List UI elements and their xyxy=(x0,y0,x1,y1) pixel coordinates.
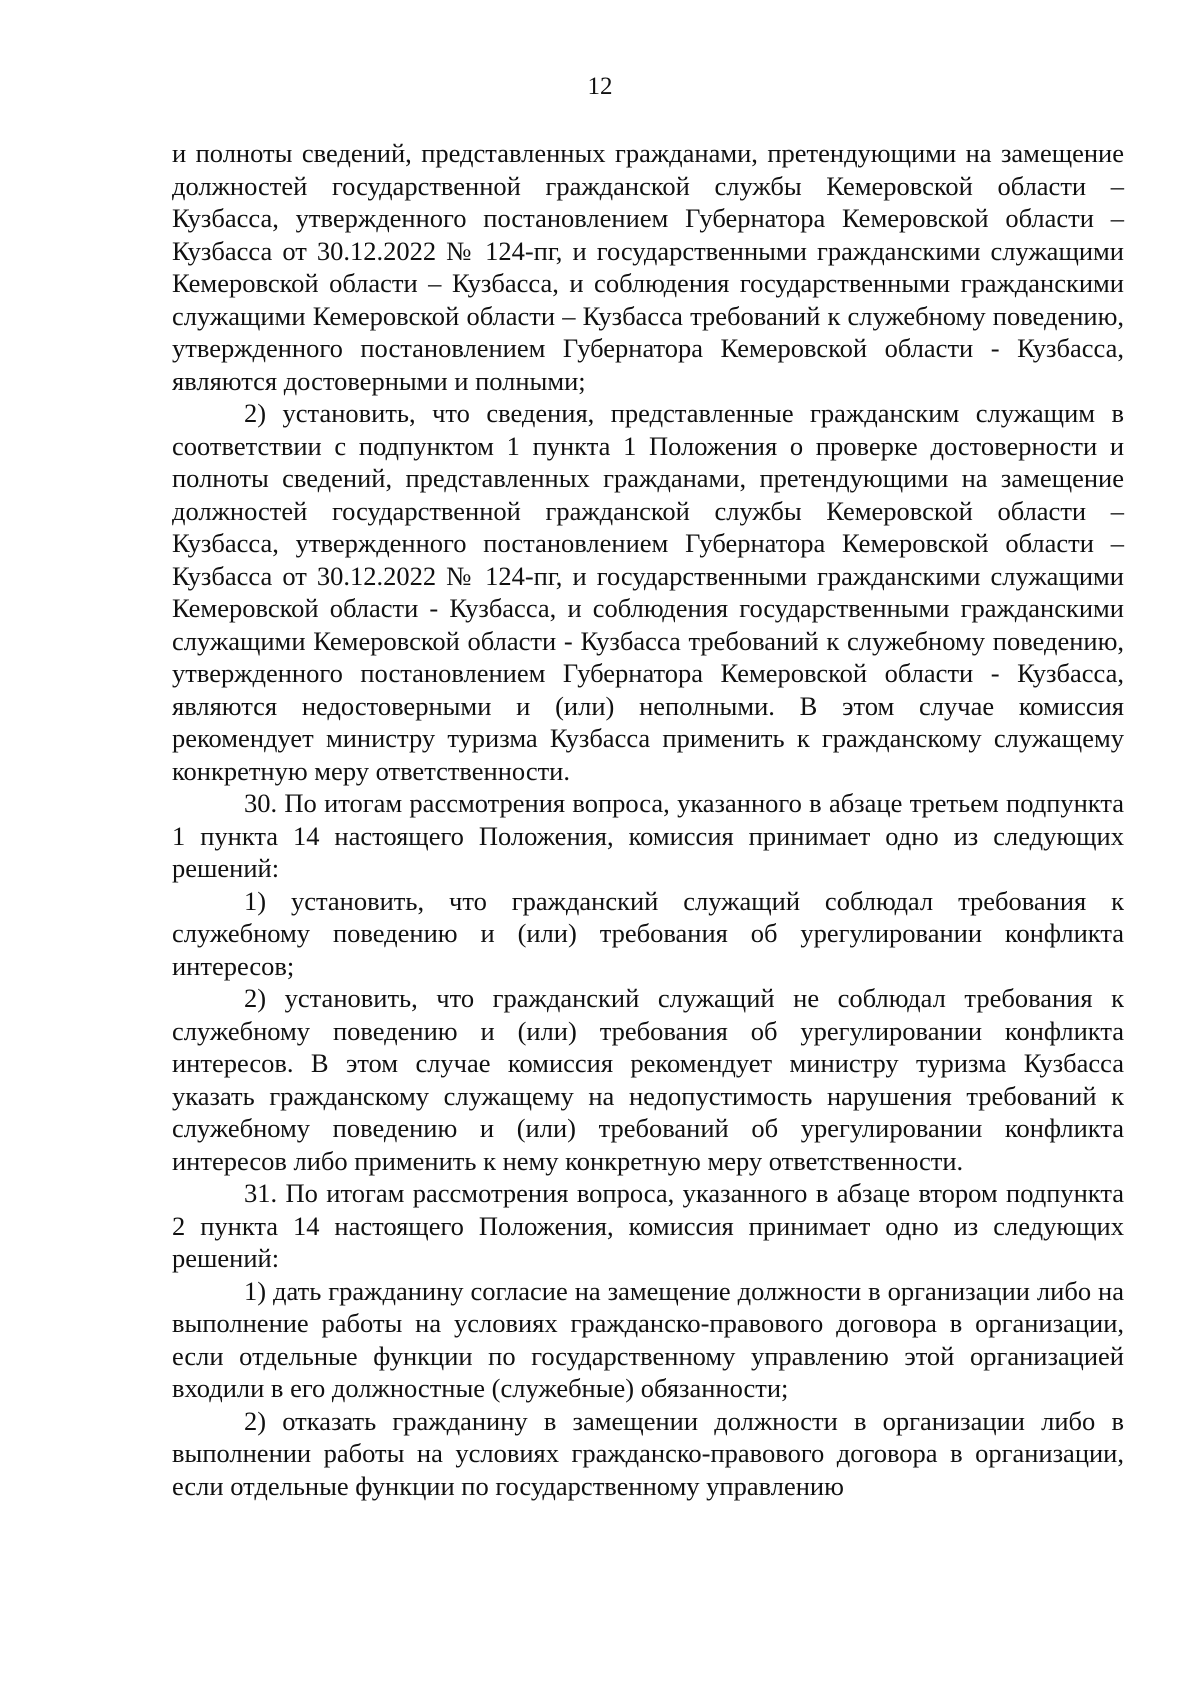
paragraph-31-item-2: 2) отказать гражданину в замещении должности в организации либо в выполнении работы на условиях гражданско-правового договора в организации, если отдельные функции по государственному управлению xyxy=(172,1405,1124,1501)
document-body xyxy=(172,137,1124,1502)
paragraph-item-2-unreliable-info: 2) установить, что сведения, представленные гражданским служащим в соответствии с подпунктом 1 пункта 1 Положения о проверке достоверности и полноты сведений, представленных гражданами, претендующими на замещение должностей государственной гражданской службы Кемеровской области – Кузбасса, утвержденного постановлением Губернатора Кемеровской области – Кузбасса от 30.12.2022 № 124-пг, и государственными гражданскими служащими Кемеровской области - Кузбасса, и соблюдения государственными гражданскими служащими Кемеровской области - Кузбасса требований к служебному поведению, утвержденного постановлением Губернатора Кемеровской области - Кузбасса, являются недостоверными и (или) неполными. В этом случае комиссия рекомендует министру туризма Кузбасса применить к гражданскому служащему конкретную меру ответственности. xyxy=(172,398,1124,786)
paragraph-30-item-2: 2) установить, что гражданский служащий не соблюдал требования к служебному поведению и (или) требования об урегулировании конфликта интересов. В этом случае комиссия рекомендует министру туризма Кузбасса указать гражданскому служащему на недопустимость нарушения требований к служебному поведению и (или) требований об урегулировании конфликта интересов либо применить к нему конкретную меру ответственности. xyxy=(172,983,1124,1176)
paragraph-30-item-1: 1) установить, что гражданский служащий соблюдал требования к служебному поведению и (или) требования об урегулировании конфликта интересов; xyxy=(172,885,1124,981)
paragraph-31-item-1: 1) дать гражданину согласие на замещение должности в организации либо на выполнение работы на условиях гражданско-правового договора в организации, если отдельные функции по государственному управлению этой организацией входили в его должностные (служебные) обязанности; xyxy=(172,1275,1124,1403)
paragraph-31: 31. По итогам рассмотрения вопроса, указанного в абзаце втором подпункта 2 пункта 14 настоящего Положения, комиссия принимает одно из следующих решений: xyxy=(172,1178,1124,1273)
page-number: 12 xyxy=(587,73,613,100)
paragraph-30: 30. По итогам рассмотрения вопроса, указанного в абзаце третьем подпункта 1 пункта 14 настоящего Положения, комиссия принимает одно из следующих решений: xyxy=(172,788,1124,883)
paragraph-continued: и полноты сведений, представленных гражданами, претендующими на замещение должностей государственной гражданской службы Кемеровской области – Кузбасса, утвержденного постановлением Губернатора Кемеровской области – Кузбасса от 30.12.2022 № 124-пг, и государственными гражданскими служащими Кемеровской области – Кузбасса, и соблюдения государственными гражданскими служащими Кемеровской области – Кузбасса требований к служебному поведению, утвержденного постановлением Губернатора Кемеровской области - Кузбасса, являются достоверными и полными; xyxy=(172,138,1124,396)
